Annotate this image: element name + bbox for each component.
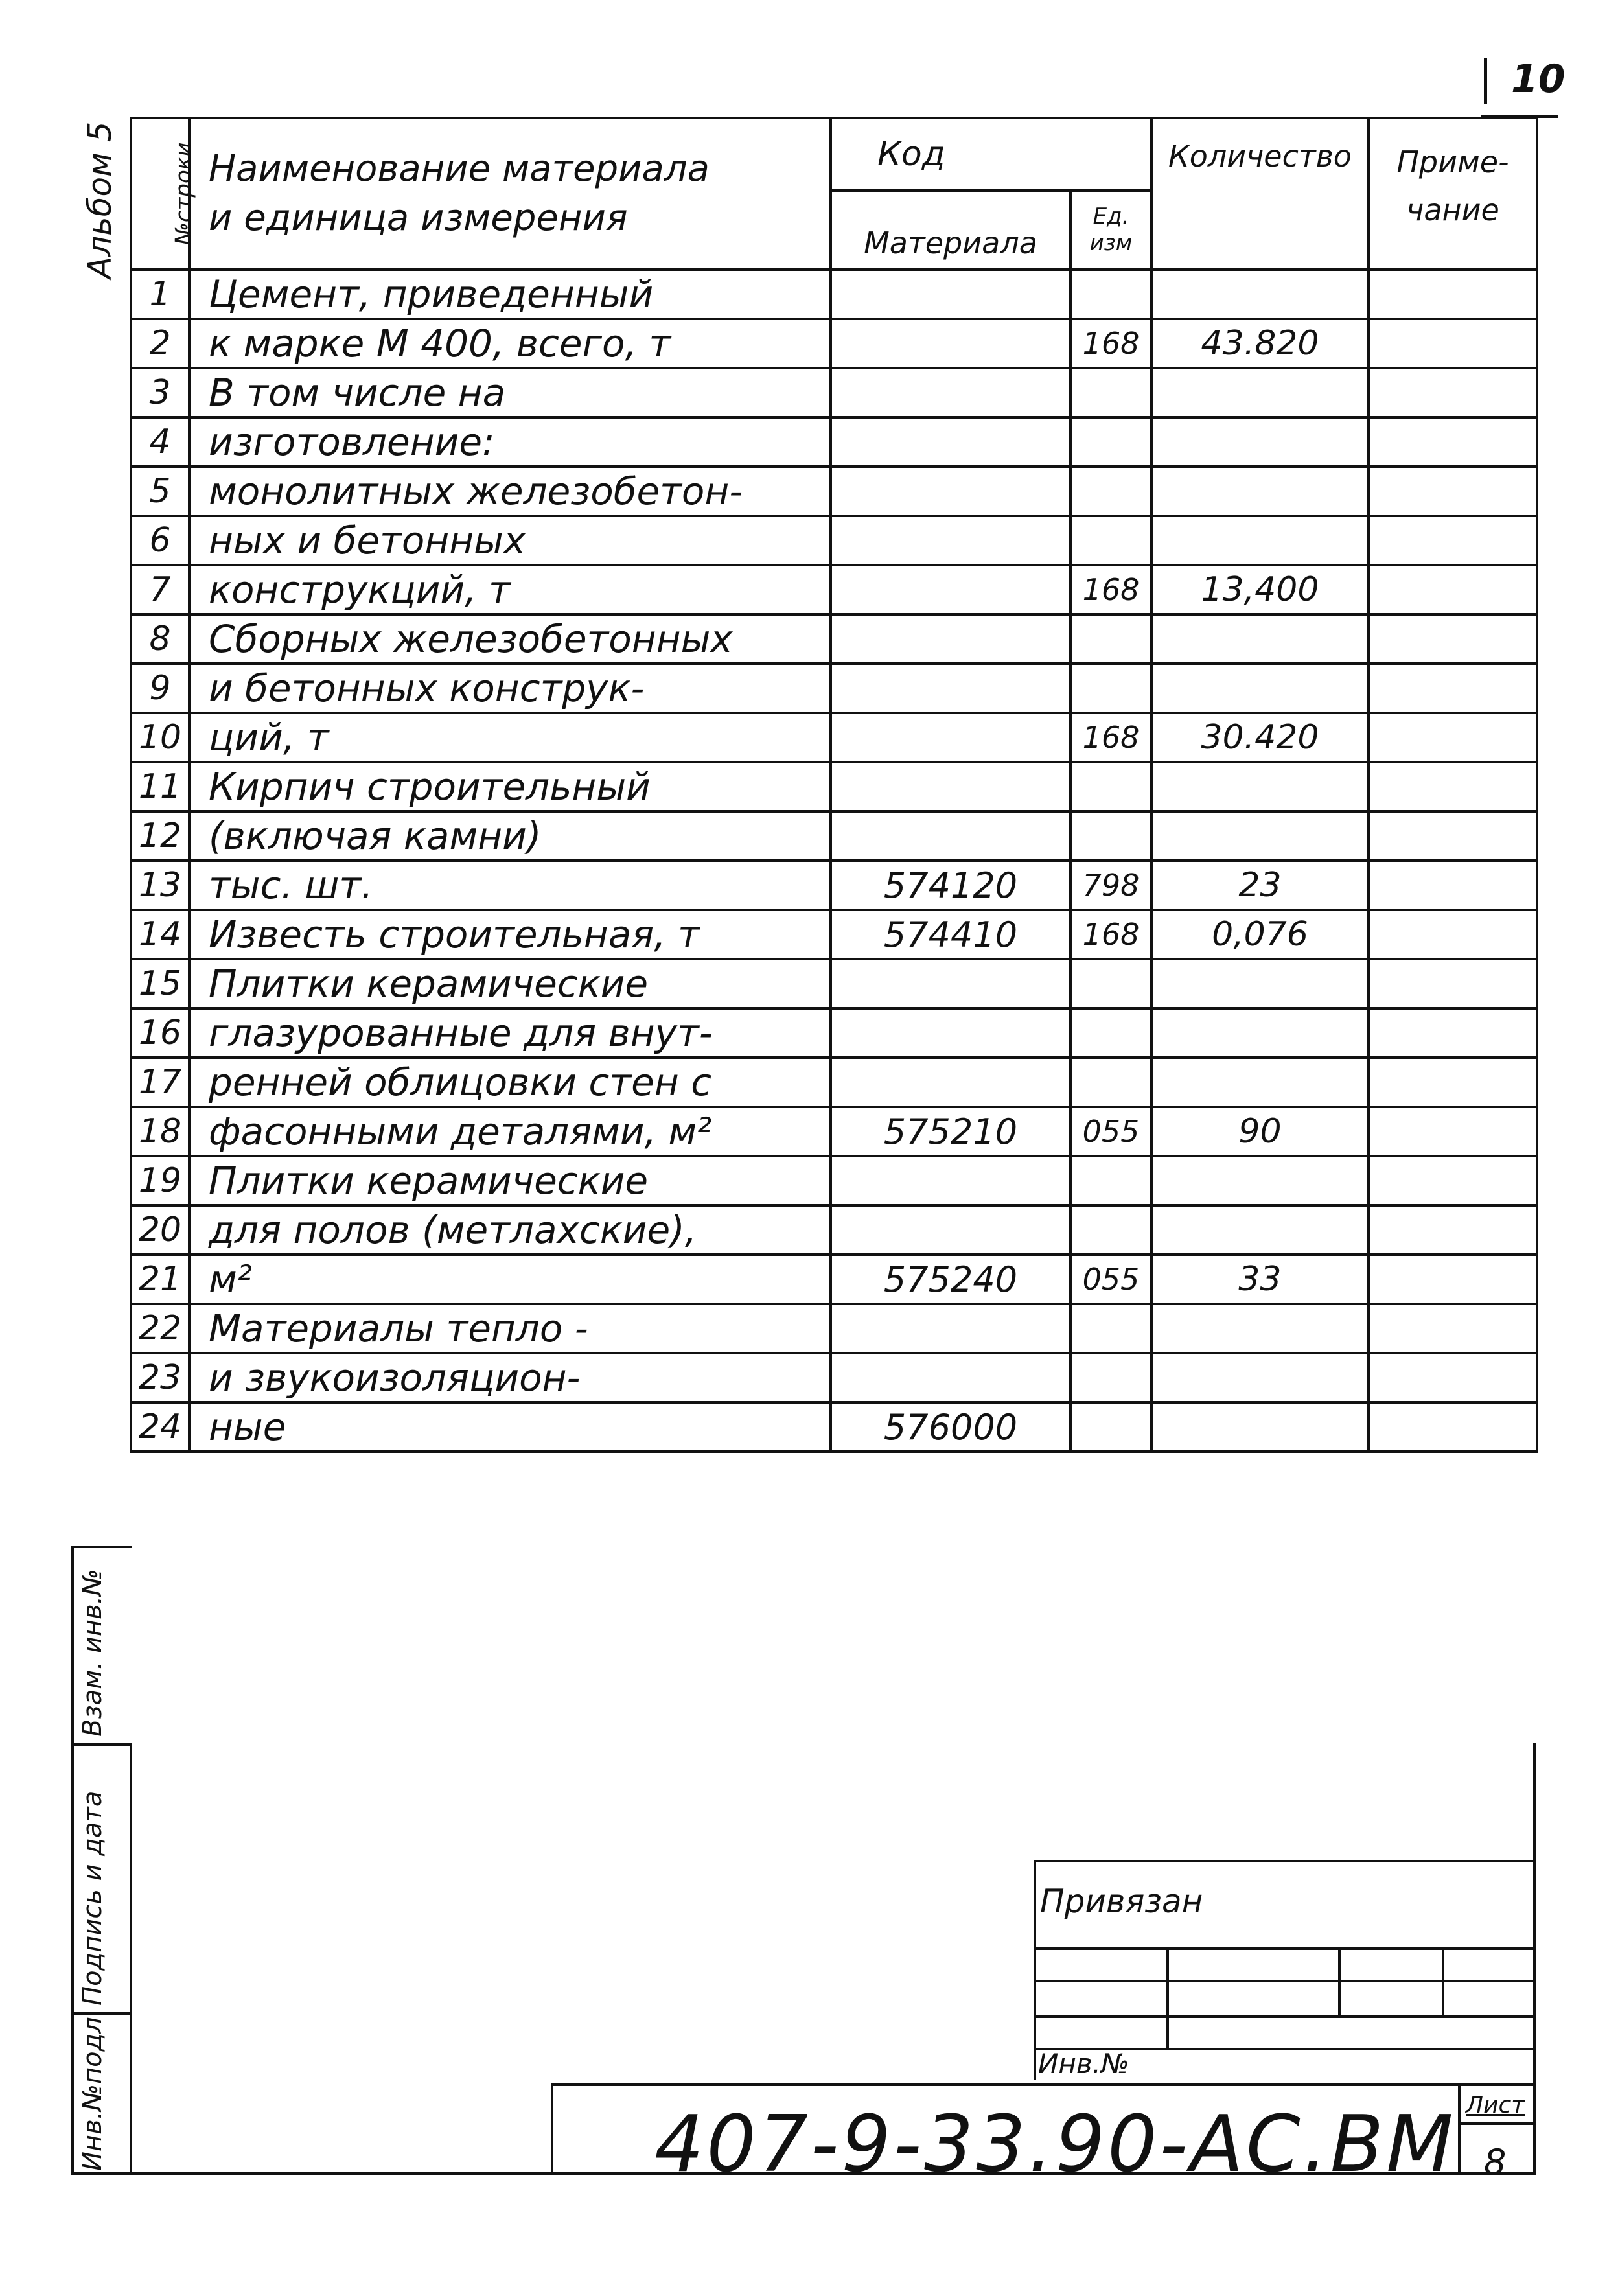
- row-number: 10: [131, 713, 189, 762]
- bound-col2: [1338, 1947, 1341, 2015]
- bound-col1: [1166, 1947, 1169, 2048]
- row-quantity: 30.420: [1151, 713, 1369, 762]
- table-row: [131, 614, 1537, 664]
- margin-signature-date: Подпись и дата: [78, 1791, 108, 2006]
- table-row: [131, 811, 1537, 861]
- row-unit-code: [1070, 1402, 1151, 1452]
- row-quantity: [1151, 1058, 1369, 1107]
- table-row: [131, 1304, 1537, 1353]
- row-quantity: [1151, 368, 1369, 417]
- row-material-code: [831, 467, 1070, 516]
- row-material-name: фасонными деталями, м²: [189, 1107, 831, 1156]
- row-unit-code: 168: [1070, 713, 1151, 762]
- row-material-code: [831, 565, 1070, 614]
- row-quantity: [1151, 467, 1369, 516]
- row-note: [1369, 1205, 1537, 1255]
- table-row: [131, 1353, 1537, 1402]
- row-material-name: к марке М 400, всего, т: [189, 319, 831, 368]
- table-row: [131, 1058, 1537, 1107]
- bound-row2: [1034, 1980, 1536, 1982]
- table-row: [131, 319, 1537, 368]
- row-quantity: 43.820: [1151, 319, 1369, 368]
- row-unit-code: 168: [1070, 910, 1151, 959]
- row-quantity: [1151, 1008, 1369, 1058]
- margin-inv-original: Инв.№подл.: [78, 2008, 108, 2171]
- row-material-name: м²: [189, 1255, 831, 1304]
- row-material-code: [831, 1353, 1070, 1402]
- header-code-unit: Ед. изм: [1070, 191, 1151, 270]
- row-quantity: 33: [1151, 1255, 1369, 1304]
- row-quantity: 0,076: [1151, 910, 1369, 959]
- row-number: 7: [131, 565, 189, 614]
- row-material-code: 574120: [831, 861, 1070, 910]
- row-note: [1369, 319, 1537, 368]
- table-row: [131, 1107, 1537, 1156]
- bound-box-top: [1034, 1860, 1536, 1862]
- row-material-code: [831, 713, 1070, 762]
- row-note: [1369, 467, 1537, 516]
- row-number: 22: [131, 1304, 189, 1353]
- document-code: 407-9-33.90-АС.ВМ: [654, 2100, 1456, 2190]
- row-material-name: монолитных железобетон-: [189, 467, 831, 516]
- bound-box-left: [1034, 1860, 1036, 2080]
- row-number: 23: [131, 1353, 189, 1402]
- row-material-name: и бетонных конструк-: [189, 664, 831, 713]
- header-code-material: Материала: [831, 191, 1070, 270]
- bound-row1: [1034, 1947, 1536, 1950]
- row-material-name: Материалы тепло -: [189, 1304, 831, 1353]
- table-row: [131, 664, 1537, 713]
- row-number: 1: [131, 270, 189, 319]
- row-note: [1369, 762, 1537, 811]
- page-number: 10: [1511, 56, 1566, 102]
- row-unit-code: [1070, 467, 1151, 516]
- row-number: 21: [131, 1255, 189, 1304]
- row-material-name: тыс. шт.: [189, 861, 831, 910]
- row-note: [1369, 1008, 1537, 1058]
- row-quantity: 23: [1151, 861, 1369, 910]
- sheet-number: 8: [1484, 2142, 1507, 2183]
- row-material-name: Известь строительная, т: [189, 910, 831, 959]
- row-number: 2: [131, 319, 189, 368]
- row-number: 5: [131, 467, 189, 516]
- row-quantity: [1151, 1205, 1369, 1255]
- row-note: [1369, 1402, 1537, 1452]
- frame-left-lower: [130, 1743, 132, 2174]
- row-material-name: Кирпич строительный: [189, 762, 831, 811]
- row-material-code: 574410: [831, 910, 1070, 959]
- row-unit-code: [1070, 614, 1151, 664]
- row-unit-code: 798: [1070, 861, 1151, 910]
- row-material-name: ций, т: [189, 713, 831, 762]
- frame-right: [1533, 1743, 1536, 2174]
- row-number: 14: [131, 910, 189, 959]
- row-quantity: [1151, 664, 1369, 713]
- row-number: 20: [131, 1205, 189, 1255]
- row-unit-code: [1070, 762, 1151, 811]
- margin-strip-top: [71, 1546, 132, 1548]
- table-row: [131, 713, 1537, 762]
- row-number: 17: [131, 1058, 189, 1107]
- row-unit-code: [1070, 1304, 1151, 1353]
- row-unit-code: [1070, 811, 1151, 861]
- row-number: 6: [131, 516, 189, 565]
- row-unit-code: [1070, 270, 1151, 319]
- row-note: [1369, 417, 1537, 467]
- row-material-name: Плитки керамические: [189, 959, 831, 1008]
- header-code: Код: [831, 118, 1151, 191]
- row-material-code: [831, 762, 1070, 811]
- row-number: 12: [131, 811, 189, 861]
- row-material-name: Цемент, приведенный: [189, 270, 831, 319]
- table-row: [131, 1205, 1537, 1255]
- row-unit-code: 055: [1070, 1255, 1151, 1304]
- row-note: [1369, 614, 1537, 664]
- row-unit-code: [1070, 1205, 1151, 1255]
- row-material-code: [831, 417, 1070, 467]
- table-row: [131, 417, 1537, 467]
- row-unit-code: [1070, 417, 1151, 467]
- row-number: 4: [131, 417, 189, 467]
- table-row: [131, 1008, 1537, 1058]
- row-material-code: [831, 811, 1070, 861]
- row-quantity: 90: [1151, 1107, 1369, 1156]
- row-material-name: для полов (метлахские),: [189, 1205, 831, 1255]
- table-row: [131, 910, 1537, 959]
- header-note: Приме- чание: [1369, 118, 1537, 270]
- row-material-code: 575240: [831, 1255, 1070, 1304]
- row-quantity: [1151, 614, 1369, 664]
- row-number: 13: [131, 861, 189, 910]
- row-material-code: [831, 1058, 1070, 1107]
- row-material-code: [831, 664, 1070, 713]
- row-unit-code: [1070, 1058, 1151, 1107]
- row-note: [1369, 1353, 1537, 1402]
- table-row: [131, 368, 1537, 417]
- row-quantity: [1151, 417, 1369, 467]
- row-note: [1369, 910, 1537, 959]
- row-number: 18: [131, 1107, 189, 1156]
- album-label: Альбом 5: [81, 121, 119, 279]
- row-unit-code: 168: [1070, 565, 1151, 614]
- margin-strip-bottom: [71, 2172, 132, 2175]
- row-note: [1369, 664, 1537, 713]
- row-unit-code: [1070, 664, 1151, 713]
- bound-col3: [1442, 1947, 1444, 2015]
- row-material-name: ные: [189, 1402, 831, 1452]
- row-unit-code: [1070, 1353, 1151, 1402]
- row-number: 9: [131, 664, 189, 713]
- row-number: 8: [131, 614, 189, 664]
- row-quantity: 13,400: [1151, 565, 1369, 614]
- bound-label: Привязан: [1040, 1883, 1203, 1920]
- row-material-code: 575210: [831, 1107, 1070, 1156]
- row-material-name: (включая камни): [189, 811, 831, 861]
- row-quantity: [1151, 1402, 1369, 1452]
- row-note: [1369, 1107, 1537, 1156]
- row-unit-code: [1070, 516, 1151, 565]
- row-number: 11: [131, 762, 189, 811]
- row-material-code: [831, 1156, 1070, 1205]
- row-quantity: [1151, 1156, 1369, 1205]
- row-quantity: [1151, 270, 1369, 319]
- row-quantity: [1151, 516, 1369, 565]
- table-row: [131, 1255, 1537, 1304]
- row-unit-code: 055: [1070, 1107, 1151, 1156]
- row-material-name: ренней облицовки стен с: [189, 1058, 831, 1107]
- row-note: [1369, 1058, 1537, 1107]
- stamp-top: [551, 2083, 1536, 2086]
- row-material-code: [831, 319, 1070, 368]
- row-note: [1369, 861, 1537, 910]
- header-row-no: №строки: [131, 118, 189, 270]
- row-note: [1369, 1156, 1537, 1205]
- stamp-sheet-div: [1458, 2083, 1461, 2174]
- row-material-code: [831, 1008, 1070, 1058]
- stamp-left: [551, 2083, 553, 2174]
- row-material-code: [831, 368, 1070, 417]
- margin-strip-div1: [71, 1743, 132, 1746]
- table-row: [131, 861, 1537, 910]
- page-number-tick: [1484, 58, 1487, 104]
- header-name: Наименование материала и единица измерения: [189, 118, 831, 270]
- stamp-sheet-hline: [1458, 2122, 1536, 2125]
- row-note: [1369, 368, 1537, 417]
- row-unit-code: [1070, 1156, 1151, 1205]
- row-number: 19: [131, 1156, 189, 1205]
- row-unit-code: [1070, 959, 1151, 1008]
- row-material-code: 576000: [831, 1402, 1070, 1452]
- row-material-name: В том числе на: [189, 368, 831, 417]
- row-material-code: [831, 959, 1070, 1008]
- row-material-name: ных и бетонных: [189, 516, 831, 565]
- sheet-label: Лист: [1466, 2092, 1525, 2118]
- row-note: [1369, 516, 1537, 565]
- table-row: [131, 1156, 1537, 1205]
- material-spec-table: [130, 117, 1538, 1453]
- row-number: 24: [131, 1402, 189, 1452]
- row-quantity: [1151, 1353, 1369, 1402]
- inv-no-label: Инв.№: [1038, 2048, 1129, 2080]
- margin-inv-replacement: Взам. инв.№: [78, 1569, 108, 1737]
- row-material-code: [831, 516, 1070, 565]
- row-note: [1369, 1304, 1537, 1353]
- row-material-code: [831, 1304, 1070, 1353]
- row-material-code: [831, 614, 1070, 664]
- row-material-name: глазурованные для внут-: [189, 1008, 831, 1058]
- row-number: 15: [131, 959, 189, 1008]
- header-quantity: Количество: [1151, 118, 1369, 270]
- table-row: [131, 270, 1537, 319]
- row-unit-code: [1070, 1008, 1151, 1058]
- row-unit-code: 168: [1070, 319, 1151, 368]
- row-material-name: Сборных железобетонных: [189, 614, 831, 664]
- row-material-name: Плитки керамические: [189, 1156, 831, 1205]
- table-row: [131, 959, 1537, 1008]
- row-note: [1369, 959, 1537, 1008]
- table-row: [131, 516, 1537, 565]
- row-number: 16: [131, 1008, 189, 1058]
- row-quantity: [1151, 811, 1369, 861]
- row-note: [1369, 565, 1537, 614]
- row-quantity: [1151, 762, 1369, 811]
- row-material-code: [831, 270, 1070, 319]
- table-row: [131, 762, 1537, 811]
- table-row: [131, 565, 1537, 614]
- margin-strip-left: [71, 1546, 74, 2174]
- row-note: [1369, 811, 1537, 861]
- row-material-name: и звукоизоляцион-: [189, 1353, 831, 1402]
- row-material-name: конструкций, т: [189, 565, 831, 614]
- row-material-name: изготовление:: [189, 417, 831, 467]
- bound-row3: [1034, 2015, 1536, 2018]
- row-quantity: [1151, 959, 1369, 1008]
- table-row: [131, 467, 1537, 516]
- row-note: [1369, 1255, 1537, 1304]
- row-note: [1369, 713, 1537, 762]
- table-row: [131, 1402, 1537, 1452]
- row-material-code: [831, 1205, 1070, 1255]
- row-number: 3: [131, 368, 189, 417]
- row-note: [1369, 270, 1537, 319]
- row-quantity: [1151, 1304, 1369, 1353]
- row-unit-code: [1070, 368, 1151, 417]
